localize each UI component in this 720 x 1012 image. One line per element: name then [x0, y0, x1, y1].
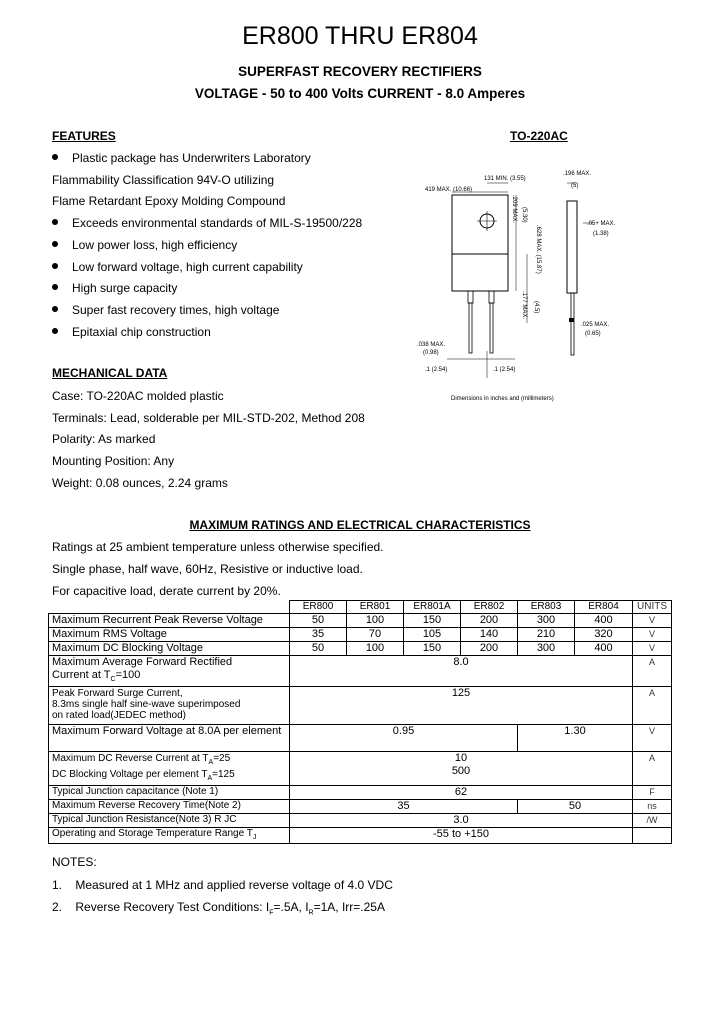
- dim-label: .025 MAX.: [581, 322, 610, 328]
- row-label: Typical Junction capacitance (Note 1): [49, 786, 290, 800]
- cell-unit: V: [633, 725, 672, 752]
- dim-label: (5): [571, 183, 579, 189]
- mechanical-item: Terminals: Lead, solderable per MIL-STD-202, Method 208: [52, 410, 365, 425]
- row-label: Typical Junction Resistance(Note 3) R JC: [49, 814, 290, 828]
- cell-value: 50: [290, 614, 347, 628]
- cell-unit: V: [633, 642, 672, 656]
- dim-label: .1 (2.54): [493, 367, 516, 373]
- mechanical-item: Weight: 0.08 ounces, 2.24 grams: [52, 475, 228, 490]
- dimensions-note: Dimensions in inches and (millimeters): [451, 396, 554, 402]
- cell-value: 300: [518, 642, 575, 656]
- row-label: Peak Forward Surge Current, 8.3ms single half sine-wave superimposed on rated load(JEDEC method): [49, 687, 290, 725]
- row-label: Maximum Recurrent Peak Reverse Voltage: [49, 614, 290, 628]
- dim-label: .1 (2.54): [425, 367, 448, 373]
- table-header-row: [49, 601, 672, 614]
- column-header: ER802: [461, 601, 518, 614]
- package-side-view: [567, 201, 577, 293]
- note-item: 2. Reverse Recovery Test Conditions: $I_F=.5A$, $I_R=1A$, Irr=.25A: [52, 900, 385, 917]
- cell-unit: A: [633, 687, 672, 725]
- package-body: [452, 254, 508, 291]
- cell-value: 3.0: [290, 814, 633, 828]
- cell-unit: F: [633, 786, 672, 800]
- dim-label: 419 MAX. (10.66): [425, 187, 473, 193]
- feature-item: Exceeds environmental standards of MIL-S-19500/228: [52, 216, 362, 230]
- cell-value: 400: [575, 614, 633, 628]
- cell-value: 140: [461, 628, 518, 642]
- mechanical-heading: MECHANICAL DATA: [52, 366, 168, 380]
- bullet-icon: [52, 328, 58, 334]
- column-header: ER803: [518, 601, 575, 614]
- cell-value: 150: [404, 642, 461, 656]
- feature-item: Low forward voltage, high current capability: [52, 260, 303, 274]
- table-row: [49, 786, 672, 800]
- dim-label: .209 MAX.: [511, 195, 517, 224]
- cell-value: 400: [575, 642, 633, 656]
- row-label: Maximum Reverse Recovery Time(Note 2): [49, 800, 290, 814]
- feature-item: Super fast recovery times, high voltage: [52, 303, 279, 317]
- table-row: [49, 828, 672, 844]
- row-label: Maximum DC Blocking Voltage: [49, 642, 290, 656]
- feature-item: Flammability Classification 94V-O utilizing: [52, 172, 275, 187]
- table-row: [49, 642, 672, 656]
- cell-value: 100: [347, 642, 404, 656]
- table-row: [49, 614, 672, 628]
- row-label: Operating and Storage Temperature Range $T_J$: [49, 828, 290, 844]
- row-label: Maximum Average Forward Rectified Current at $T_C=100$: [49, 656, 290, 687]
- column-header: ER801A: [404, 601, 461, 614]
- cell-unit: V: [633, 628, 672, 642]
- row-label: Maximum Forward Voltage at 8.0A per element: [49, 725, 290, 752]
- row-label: Maximum DC Reverse Current at $T_A=25$ DC Blocking Voltage per element $T_A=125$: [49, 752, 290, 786]
- lead-right: [490, 303, 493, 353]
- cell-value: 320: [575, 628, 633, 642]
- cell-value: 1.30: [518, 725, 633, 752]
- cell-value: 70: [347, 628, 404, 642]
- mechanical-item: Case: TO-220AC molded plastic: [52, 389, 224, 403]
- cell-value: 50: [290, 642, 347, 656]
- mechanical-item: Polarity: As marked: [52, 432, 156, 447]
- dim-label: .628 MAX. (15.87): [535, 225, 541, 274]
- dim-label: .196 MAX.: [563, 171, 592, 177]
- dim-label: (0.98): [423, 350, 439, 356]
- cell-value: 125: [290, 687, 633, 725]
- feature-item: Epitaxial chip construction: [52, 325, 211, 339]
- package-tab: [452, 195, 508, 254]
- dim-label: (1.38): [593, 231, 609, 237]
- cell-value: 10 500: [290, 752, 633, 786]
- cell-unit: A: [633, 656, 672, 687]
- bullet-icon: [52, 154, 58, 160]
- cell-unit: A: [633, 752, 672, 786]
- feature-item: Plastic package has Underwriters Laboratory: [52, 151, 311, 165]
- cell-value: 200: [461, 642, 518, 656]
- ratings-table: [48, 600, 672, 844]
- cell-value: 300: [518, 614, 575, 628]
- column-header: ER804: [575, 601, 633, 614]
- features-heading: FEATURES: [52, 129, 116, 143]
- dim-label: (0.65): [585, 331, 601, 337]
- bullet-icon: [52, 306, 58, 312]
- cell-value: 8.0: [290, 656, 633, 687]
- cell-value: 62: [290, 786, 633, 800]
- page-subtitle: SUPERFAST RECOVERY RECTIFIERS: [238, 64, 482, 79]
- package-outline-diagram: [395, 163, 715, 413]
- package-heading: TO-220AC: [510, 129, 568, 143]
- notes-heading: NOTES:: [52, 855, 97, 869]
- bullet-icon: [52, 284, 58, 290]
- ratings-note: Ratings at 25 ambient temperature unless otherwise specified.: [52, 540, 384, 554]
- table-row: [49, 656, 672, 687]
- ratings-heading: MAXIMUM RATINGS AND ELECTRICAL CHARACTERISTICS: [189, 518, 531, 532]
- dim-label: .038 MAX.: [417, 342, 446, 348]
- note-item: 1. Measured at 1 MHz and applied reverse voltage of 4.0 VDC: [52, 878, 393, 892]
- column-header: ER801: [347, 601, 404, 614]
- column-header: UNITS: [633, 601, 672, 614]
- cell-value: 200: [461, 614, 518, 628]
- table-row: [49, 752, 672, 786]
- dim-label: 131 MIN. (3.55): [484, 176, 526, 182]
- cell-value: 35: [290, 628, 347, 642]
- cell-unit: /W: [633, 814, 672, 828]
- dim-label: .05+ MAX.: [587, 221, 616, 227]
- table-row: [49, 814, 672, 828]
- cell-value: 150: [404, 614, 461, 628]
- dim-label: (4.5): [533, 301, 539, 314]
- column-header: ER800: [290, 601, 347, 614]
- cell-unit: V: [633, 614, 672, 628]
- table-row: [49, 628, 672, 642]
- page-title: ER800 THRU ER804: [242, 22, 478, 50]
- table-row: [49, 687, 672, 725]
- rating-summary: VOLTAGE - 50 to 400 Volts CURRENT - 8.0 Amperes: [194, 86, 526, 101]
- table-row: [49, 725, 672, 752]
- feature-item: High surge capacity: [52, 281, 177, 295]
- cell-value: 35: [290, 800, 518, 814]
- cell-unit: [633, 828, 672, 844]
- cell-unit: ns: [633, 800, 672, 814]
- table-row: [49, 800, 672, 814]
- cell-value: 105: [404, 628, 461, 642]
- cell-value: 50: [518, 800, 633, 814]
- bullet-icon: [52, 219, 58, 225]
- bullet-icon: [52, 263, 58, 269]
- cell-value: 210: [518, 628, 575, 642]
- dim-label: .177 MAX.: [521, 291, 527, 320]
- cell-value: 0.95: [290, 725, 518, 752]
- cell-value: 100: [347, 614, 404, 628]
- ratings-note: Single phase, half wave, 60Hz, Resistive or inductive load.: [52, 562, 363, 576]
- dim-label: (5.30): [521, 207, 527, 223]
- ratings-note: For capacitive load, derate current by 20%.: [52, 584, 281, 598]
- mechanical-item: Mounting Position: Any: [52, 454, 175, 469]
- feature-item: Flame Retardant Epoxy Molding Compound: [52, 194, 286, 209]
- bullet-icon: [52, 241, 58, 247]
- cell-value: -55 to +150: [290, 828, 633, 844]
- lead-left: [469, 303, 472, 353]
- row-label: Maximum RMS Voltage: [49, 628, 290, 642]
- feature-item: Low power loss, high efficiency: [52, 238, 237, 252]
